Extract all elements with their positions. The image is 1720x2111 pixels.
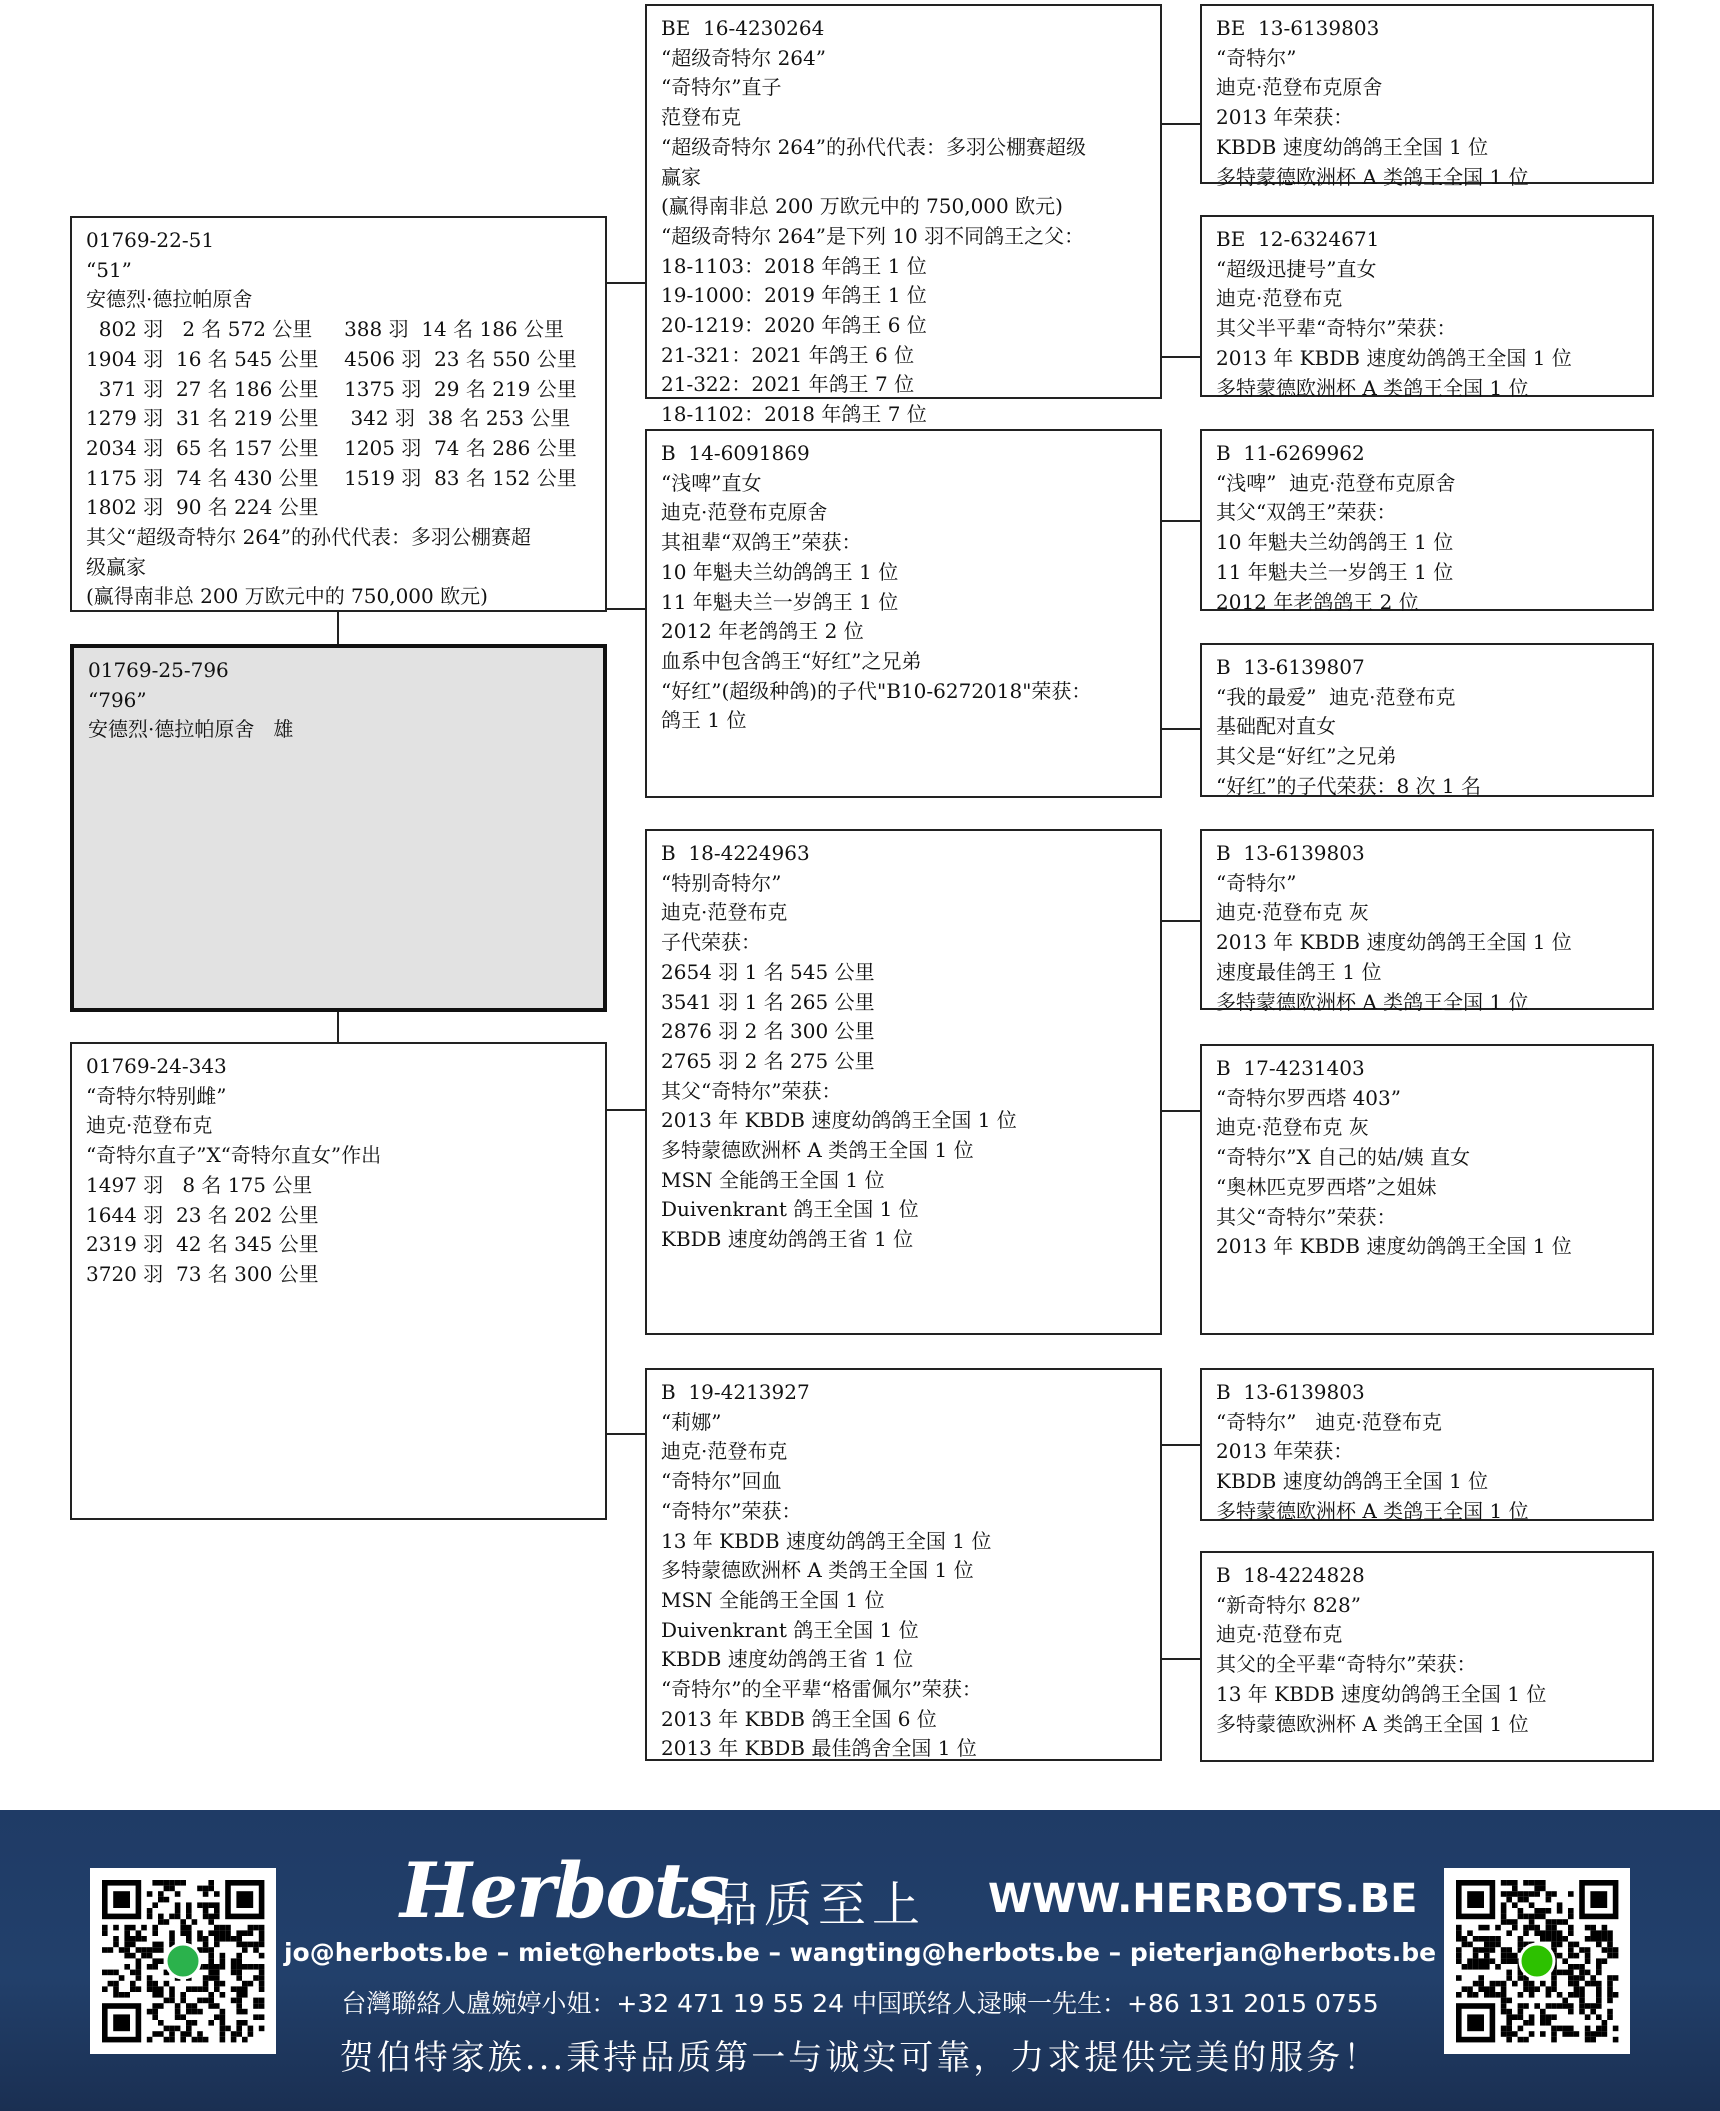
info-line: 1802 羽 90 名 224 公里: [86, 495, 319, 520]
info-line: 2013 年 KBDB 最佳鸽舍全国 1 位: [661, 1736, 977, 1761]
ring-number: BE 16-4230264: [661, 16, 825, 40]
ring-number: 01769-22-51: [86, 228, 215, 252]
info-line: 2013 年 KBDB 鸽王全国 6 位: [661, 1706, 937, 1731]
info-line: 安德烈·德拉帕原舍: [86, 287, 253, 312]
info-line: 2876 羽 2 名 300 公里: [661, 1019, 875, 1044]
sire-box: [70, 216, 607, 612]
info-line: 其父“奇特尔”荣获：: [1216, 1204, 1397, 1229]
info-line: (赢得南非总 200 万欧元中的 750,000 欧元): [86, 584, 488, 609]
info-line: KBDB 速度幼鸽鸽王省 1 位: [661, 1647, 914, 1672]
info-line: 多特蒙德欧洲杯 A 类鸽王全国 1 位: [661, 1558, 974, 1583]
ring-number: 01769-24-343: [86, 1054, 227, 1078]
info-line: 2013 年荣获：: [1216, 105, 1354, 130]
info-line: 13 年 KBDB 速度幼鸽鸽王全国 1 位: [1216, 1681, 1547, 1706]
info-line: 2013 年 KBDB 速度幼鸽鸽王全国 1 位: [1216, 930, 1572, 955]
info-line: 其父“超级奇特尔 264”的孙代代表：多羽公棚赛超: [86, 525, 531, 550]
contact-phones: 台灣聯絡人盧婉婷小姐：+32 471 19 55 24 中国联络人逯暕一先生：+86 131 2015 0755: [341, 1989, 1379, 2018]
ring-number: B 11-6269962: [1216, 441, 1365, 465]
info-line: 2012 年老鸽鸽王 2 位: [661, 619, 864, 644]
info-line: KBDB 速度幼鸽鸽王全国 1 位: [1216, 1469, 1489, 1494]
info-line: “奇特尔”: [1216, 45, 1297, 70]
info-line: “我的最爱” 迪克·范登布克: [1216, 684, 1456, 709]
dam-box: [70, 1042, 607, 1520]
sire-sire-sire-box: [1200, 4, 1654, 189]
sire-dam-dam-box: [1200, 643, 1654, 797]
connector-sire: [606, 282, 646, 284]
herbots-logo: Herbots: [400, 1846, 728, 1935]
connector-ss: [1161, 123, 1201, 125]
info-line: MSN 全能鸽王全国 1 位: [661, 1587, 885, 1612]
info-line: 迪克·范登布克原舍: [1216, 75, 1383, 100]
info-line: 21-322：2021 年鸽王 7 位: [661, 372, 915, 397]
info-line: “796”: [88, 687, 147, 712]
info-line: 多特蒙德欧洲杯 A 类鸽王全国 1 位: [661, 1138, 974, 1163]
info-line: “奇特尔特别雌”: [86, 1083, 227, 1108]
info-line: 2013 年荣获：: [1216, 1439, 1354, 1464]
ring-number: B 18-4224963: [661, 841, 810, 865]
info-line: KBDB 速度幼鸽鸽王省 1 位: [661, 1227, 914, 1252]
ring-number: B 19-4213927: [661, 1380, 810, 1404]
info-line: “超级迅捷号”直女: [1216, 256, 1377, 281]
info-line: “奇特尔罗西塔 403”: [1216, 1085, 1401, 1110]
sire-dam-sire-box: [1200, 429, 1654, 614]
info-line: 11 年魁夫兰一岁鸽王 1 位: [661, 589, 899, 614]
info-line: “浅啤” 迪克·范登布克原舍: [1216, 470, 1456, 495]
connector-ds: [1161, 920, 1201, 922]
info-line: “莉娜”: [661, 1409, 722, 1434]
info-line: “超级奇特尔 264”是下列 10 羽不同鸽王之父：: [661, 223, 1085, 248]
info-line: 1644 羽 23 名 202 公里: [86, 1202, 319, 1227]
connector-sire-subject: [337, 611, 339, 646]
ring-number: B 17-4231403: [1216, 1056, 1365, 1080]
info-line: 10 年魁夫兰幼鸽鸽王 1 位: [1216, 530, 1454, 555]
info-line: 鸽王 1 位: [661, 708, 747, 733]
info-line: Duivenkrant 鸽王全国 1 位: [661, 1197, 919, 1222]
info-line: 2013 年 KBDB 速度幼鸽鸽王全国 1 位: [661, 1108, 1017, 1133]
info-line: 多特蒙德欧洲杯 A 类鸽王全国 1 位: [1216, 164, 1529, 189]
connector-sd: [1161, 520, 1201, 522]
info-line: 2034 羽 65 名 157 公里 1205 羽 74 名 286 公里: [86, 435, 577, 460]
info-line: 20-1219：2020 年鸽王 6 位: [661, 313, 927, 338]
info-line: MSN 全能鸽王全国 1 位: [661, 1167, 885, 1192]
ring-number: BE 13-6139803: [1216, 16, 1380, 40]
ring-number: B 18-4224828: [1216, 1563, 1365, 1587]
info-line: 多特蒙德欧洲杯 A 类鸽王全国 1 位: [1216, 989, 1529, 1014]
connector-dam: [606, 1109, 646, 1111]
info-line: 多特蒙德欧洲杯 A 类鸽王全国 1 位: [1216, 1711, 1529, 1736]
info-line: 1279 羽 31 名 219 公里 342 羽 38 名 253 公里: [86, 406, 571, 431]
info-line: 范登布克: [661, 105, 741, 130]
connector-sire: [606, 608, 646, 610]
info-line: 子代荣获：: [661, 930, 761, 955]
info-line: “好红”的子代荣获：8 次 1 名: [1216, 773, 1481, 798]
info-line: 速度最佳鸽王 1 位: [1216, 959, 1382, 984]
dam-sire-box: [645, 829, 1162, 1335]
website-link[interactable]: WWW.HERBOTS.BE: [988, 1876, 1418, 1922]
info-line: 18-1102：2018 年鸽王 7 位: [661, 402, 927, 427]
info-line: 多特蒙德欧洲杯 A 类鸽王全国 1 位: [1216, 375, 1529, 400]
info-line: 2319 羽 42 名 345 公里: [86, 1232, 319, 1257]
info-line: 2654 羽 1 名 545 公里: [661, 959, 875, 984]
ring-number: B 13-6139803: [1216, 841, 1365, 865]
slogan: 品质至上: [710, 1877, 927, 1933]
info-line: 19-1000：2019 年鸽王 1 位: [661, 283, 927, 308]
dam-sire-sire-box: [1200, 829, 1654, 1014]
info-line: 1904 羽 16 名 545 公里 4506 羽 23 名 550 公里: [86, 346, 577, 371]
info-line: 迪克·范登布克: [1216, 286, 1343, 311]
info-line: “奇特尔”回血: [661, 1469, 782, 1494]
connector-dd: [1161, 1658, 1201, 1660]
ring-number: 01769-25-796: [88, 658, 229, 682]
info-line: KBDB 速度幼鸽鸽王全国 1 位: [1216, 134, 1489, 159]
info-line: 其父“双鸽王”荣获：: [1216, 500, 1397, 525]
info-line: (赢得南非总 200 万欧元中的 750,000 欧元): [661, 194, 1063, 219]
info-line: 其祖辈“双鸽王”荣获：: [661, 530, 862, 555]
info-line: 赢家: [661, 164, 701, 189]
ring-number: B 14-6091869: [661, 441, 810, 465]
footer-banner: [0, 1810, 1720, 2111]
info-line: 多特蒙德欧洲杯 A 类鸽王全国 1 位: [1216, 1498, 1529, 1523]
ring-number: BE 12-6324671: [1216, 227, 1380, 251]
dam-dam-sire-box: [1200, 1368, 1654, 1521]
info-line: 迪克·范登布克: [661, 1439, 788, 1464]
sire-sire-dam-box: [1200, 215, 1654, 400]
info-line: 安德烈·德拉帕原舍 雄: [88, 717, 294, 742]
info-line: 11 年魁夫兰一岁鸽王 1 位: [1216, 559, 1454, 584]
sire-sire-box: [645, 4, 1162, 427]
info-line: “奇特尔”: [1216, 870, 1297, 895]
info-line: 迪克·范登布克原舍: [661, 500, 828, 525]
info-line: 2765 羽 2 名 275 公里: [661, 1048, 875, 1073]
info-line: 13 年 KBDB 速度幼鸽鸽王全国 1 位: [661, 1528, 992, 1553]
connector-sd: [1161, 728, 1201, 730]
info-line: 3720 羽 73 名 300 公里: [86, 1261, 319, 1286]
info-line: “超级奇特尔 264”的孙代代表：多羽公棚赛超级: [661, 134, 1086, 159]
brand-row: [400, 1846, 1418, 1935]
email-list[interactable]: jo@herbots.be – miet@herbots.be – wangting@herbots.be – pieterjan@herbots.be: [283, 1938, 1437, 1967]
info-line: 其父是“好红”之兄弟: [1216, 744, 1397, 769]
info-line: 10 年魁夫兰幼鸽鸽王 1 位: [661, 559, 899, 584]
info-line: 迪克·范登布克: [661, 900, 788, 925]
dam-sire-dam-box: [1200, 1044, 1654, 1335]
info-line: “奥林匹克罗西塔”之姐妹: [1216, 1174, 1437, 1199]
company-motto: 贺伯特家族...秉持品质第一与诚实可靠，力求提供完美的服务！: [339, 2038, 1381, 2078]
info-line: “奇特尔”的全平辈“格雷佩尔”荣获：: [661, 1677, 982, 1702]
dam-dam-dam-box: [1200, 1551, 1654, 1762]
connector-dam: [606, 1433, 646, 1435]
info-line: “特别奇特尔”: [661, 870, 782, 895]
connector-subject-dam: [337, 1011, 339, 1044]
connector-ds: [1161, 1110, 1201, 1112]
info-line: “奇特尔”荣获：: [661, 1498, 802, 1523]
ring-number: B 13-6139803: [1216, 1380, 1365, 1404]
info-line: 2013 年 KBDB 速度幼鸽鸽王全国 1 位: [1216, 345, 1572, 370]
info-line: 迪克·范登布克 灰: [1216, 1115, 1369, 1140]
dam-dam-box: [645, 1368, 1162, 1761]
info-line: “奇特尔直子”X“奇特尔直女”作出: [86, 1143, 382, 1168]
info-line: 2013 年 KBDB 速度幼鸽鸽王全国 1 位: [1216, 1234, 1572, 1259]
info-line: “好红”(超级种鸽)的子代"B10-6272018"荣获：: [661, 678, 1092, 703]
info-line: “超级奇特尔 264”: [661, 45, 826, 70]
info-line: 其父“奇特尔”荣获：: [661, 1078, 842, 1103]
info-line: 2012 年老鸽鸽王 2 位: [1216, 589, 1419, 614]
info-line: 其父的全平辈“奇特尔”荣获：: [1216, 1652, 1477, 1677]
info-line: 迪克·范登布克: [1216, 1622, 1343, 1647]
info-line: “浅啤”直女: [661, 470, 762, 495]
info-line: “奇特尔”X 自己的姑/姨 直女: [1216, 1145, 1471, 1170]
sire-dam-box: [645, 429, 1162, 798]
info-line: 其父半平辈“奇特尔”荣获：: [1216, 316, 1457, 341]
info-line: “51”: [86, 257, 132, 282]
connector-ss: [1161, 356, 1201, 358]
info-line: 21-321：2021 年鸽王 6 位: [661, 342, 915, 367]
info-line: 1497 羽 8 名 175 公里: [86, 1172, 313, 1197]
subject-box: [70, 644, 607, 1012]
info-line: “奇特尔”直子: [661, 75, 782, 100]
info-line: 迪克·范登布克: [86, 1113, 213, 1138]
info-line: 18-1103：2018 年鸽王 1 位: [661, 253, 927, 278]
info-line: 3541 羽 1 名 265 公里: [661, 989, 875, 1014]
info-line: Duivenkrant 鸽王全国 1 位: [661, 1617, 919, 1642]
info-line: 血系中包含鸽王“好红”之兄弟: [661, 648, 922, 673]
info-line: 级赢家: [86, 554, 146, 579]
info-line: 基础配对直女: [1216, 714, 1336, 739]
info-line: “奇特尔” 迪克·范登布克: [1216, 1409, 1442, 1434]
info-line: 802 羽 2 名 572 公里 388 羽 14 名 186 公里: [86, 317, 565, 342]
connector-dd: [1161, 1444, 1201, 1446]
info-line: “新奇特尔 828”: [1216, 1592, 1361, 1617]
info-line: 1175 羽 74 名 430 公里 1519 羽 83 名 152 公里: [86, 465, 577, 490]
ring-number: B 13-6139807: [1216, 655, 1365, 679]
info-line: 迪克·范登布克 灰: [1216, 900, 1369, 925]
info-line: 371 羽 27 名 186 公里 1375 羽 29 名 219 公里: [86, 376, 577, 401]
